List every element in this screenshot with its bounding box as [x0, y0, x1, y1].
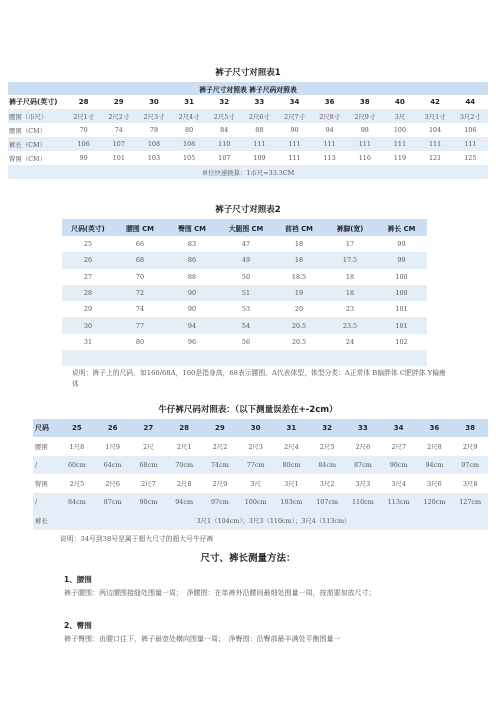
- table1-header-cell: 裤子尺码(英寸): [8, 95, 66, 109]
- table2-cell: 100: [376, 285, 427, 301]
- table3-cell: 103cm: [274, 493, 310, 512]
- table2-cell: 47: [218, 236, 274, 252]
- waist-heading: 1、腰围: [64, 575, 92, 584]
- table2-cell: 30: [62, 317, 114, 333]
- table2-cell: 51: [218, 285, 274, 301]
- table3-cell: 2尺7: [381, 437, 417, 456]
- table-row: [33, 474, 488, 493]
- table-row: [62, 252, 427, 268]
- table3-cell: 74cm: [202, 456, 238, 475]
- table3-cell: 94cm: [166, 493, 202, 512]
- table3-cell: 2尺5: [59, 474, 95, 493]
- table1-cell: 110: [207, 137, 242, 151]
- table2-cell: 18: [274, 252, 324, 268]
- table2-cell: 23: [324, 301, 376, 317]
- table2-cell: 86: [166, 252, 218, 268]
- table2-cell: 90: [166, 301, 218, 317]
- table3-header-cell: 33: [345, 419, 381, 437]
- table3-cell: 1尺8: [59, 437, 95, 456]
- table3-cell: 2尺6: [345, 437, 381, 456]
- table1-cell: 104: [418, 123, 453, 137]
- table3-cell: 60cm: [59, 456, 95, 475]
- table3-cell: /: [33, 456, 59, 475]
- table3-cell: 90cm: [381, 456, 417, 475]
- table2-cell: 31: [62, 334, 114, 350]
- table3-cell: 84cm: [59, 493, 95, 512]
- table2-header-cell: 大腿围 CM: [218, 219, 274, 236]
- table3-cell: 3尺4: [381, 474, 417, 493]
- table1-cell: 113: [312, 151, 347, 165]
- table-row: [62, 301, 427, 317]
- table1-header-cell: 40: [382, 95, 417, 109]
- jeans-size-table: [33, 419, 488, 530]
- table1-footer-row: [8, 165, 488, 179]
- table2-cell: 17: [324, 236, 376, 252]
- table1-header-cell: 42: [418, 95, 453, 109]
- table1-cell: 2尺8寸: [312, 109, 347, 123]
- table3-cell: /: [33, 493, 59, 512]
- table1-cell: 111: [418, 137, 453, 151]
- table1-cell: 111: [312, 137, 347, 151]
- table-row: [8, 137, 488, 151]
- table1-footer: 单位快速换算：1市尺=33.3CM: [8, 165, 488, 179]
- table1-caption-row: [8, 82, 488, 95]
- table1-cell: 80: [172, 123, 207, 137]
- table3-cell: 2尺9: [452, 437, 488, 456]
- table3-cell: 87cm: [95, 493, 131, 512]
- waist-text: 裤子腰围：两边腰围接缝处围量一周； 净腰围：在单裤外沿腰间最细处围量一周，按需要加放尺寸；: [64, 589, 376, 597]
- table2-cell: 18.5: [274, 269, 324, 285]
- table1-header-cell: 44: [453, 95, 488, 109]
- size-table-2: [62, 219, 427, 366]
- table3-header-cell: 尺码: [33, 419, 59, 437]
- table3-cell: 1尺9: [95, 437, 131, 456]
- table1-header-cell: 38: [347, 95, 382, 109]
- table2-cell: 74: [114, 301, 166, 317]
- table1-cell: 腰围（市尺）: [8, 109, 66, 123]
- table1-header-cell: 28: [66, 95, 101, 109]
- table2-cell: 25: [62, 236, 114, 252]
- table3-cell: 87cm: [345, 456, 381, 475]
- table3-title: 牛仔裤尺码对照表：（以下测量误差在+-2cm）: [158, 405, 338, 415]
- table1-cell: 2尺2寸: [101, 109, 136, 123]
- table3-cell: 97cm: [202, 493, 238, 512]
- measure-title: 尺寸、裤长测量方法：: [200, 553, 296, 564]
- table-row: [62, 317, 427, 333]
- table1-cell: 裤长（CM）: [8, 137, 66, 151]
- table2-cell: 90: [166, 285, 218, 301]
- table3-cell: 94cm: [417, 456, 453, 475]
- table1-cell: 105: [172, 151, 207, 165]
- table2-cell: 80: [114, 334, 166, 350]
- table3-cell: 70cm: [166, 456, 202, 475]
- table1-cell: 107: [207, 151, 242, 165]
- table1-cell: 88: [242, 123, 277, 137]
- table3-cell: 2尺8: [417, 437, 453, 456]
- table1-header-row: [8, 95, 488, 109]
- table1-cell: 106: [453, 123, 488, 137]
- table3-cell: 77cm: [238, 456, 274, 475]
- table2-cell: 18: [324, 285, 376, 301]
- table3-cell: 100cm: [238, 493, 274, 512]
- table3-note: 说明：34号到38号是属于超大尺寸的超大号牛仔裤: [60, 535, 214, 543]
- table2-cell: 102: [376, 334, 427, 350]
- table1-cell: 106: [66, 137, 101, 151]
- table3-cell: 127cm: [452, 493, 488, 512]
- table2-cell: 18: [324, 269, 376, 285]
- table3-cell: 3尺: [238, 474, 274, 493]
- table3-cell: 2尺5: [309, 437, 345, 456]
- table1-cell: 111: [453, 137, 488, 151]
- table-row: [62, 334, 427, 350]
- table1-cell: 111: [277, 137, 312, 151]
- table3-cell: 84cm: [309, 456, 345, 475]
- table3-cell: 90cm: [131, 493, 167, 512]
- table2-cell: 26: [62, 252, 114, 268]
- table3-cell: 2尺3: [238, 437, 274, 456]
- table1-cell: 84: [207, 123, 242, 137]
- table3-cell: 64cm: [95, 456, 131, 475]
- table3-cell: 3尺6: [417, 474, 453, 493]
- table3-cell: 110cm: [345, 493, 381, 512]
- table2-cell: 17.5: [324, 252, 376, 268]
- table3-cell: 68cm: [131, 456, 167, 475]
- table2-title: 裤子尺寸对照表2: [215, 205, 281, 215]
- table3-cell: 2尺2: [202, 437, 238, 456]
- table1-cell: 2尺6寸: [242, 109, 277, 123]
- table2-cell: 24: [324, 334, 376, 350]
- table3-header-cell: 29: [202, 419, 238, 437]
- table3-cell: 2尺8: [166, 474, 202, 493]
- table1-cell: 2尺5寸: [207, 109, 242, 123]
- table3-cell: 3尺2: [309, 474, 345, 493]
- table2-cell: 88: [166, 269, 218, 285]
- table3-header-row: [33, 419, 488, 437]
- table1-header-cell: 29: [101, 95, 136, 109]
- table3-cell: 2尺7: [131, 474, 167, 493]
- table3-cell: 2尺6: [95, 474, 131, 493]
- table3-cell: 113cm: [381, 493, 417, 512]
- table2-header-cell: 腰围 CM: [114, 219, 166, 236]
- table1-cell: 2尺7寸: [277, 109, 312, 123]
- table2-header-cell: 前裆 CM: [274, 219, 324, 236]
- table1-cell: 3尺2寸: [453, 109, 488, 123]
- table3-header-cell: 34: [381, 419, 417, 437]
- table3-length-value: 3尺1（104cm）；3尺3（110cm）；3尺4（113cm）: [59, 511, 488, 530]
- table1-cell: 111: [242, 137, 277, 151]
- table-row: [8, 151, 488, 165]
- table3-cell: 3尺1: [274, 474, 310, 493]
- table2-cell: 66: [114, 236, 166, 252]
- table2-blank-cell: [62, 350, 427, 366]
- table3-cell: 2尺1: [166, 437, 202, 456]
- table3-header-cell: 31: [274, 419, 310, 437]
- table1-cell: 2尺4寸: [172, 109, 207, 123]
- table1-cell: 100: [382, 123, 417, 137]
- table1-cell: 121: [418, 151, 453, 165]
- table2-cell: 18: [274, 236, 324, 252]
- table2-header-cell: 裤长 CM: [376, 219, 427, 236]
- table1-cell: 78: [136, 123, 171, 137]
- table1-header-cell: 36: [312, 95, 347, 109]
- table2-cell: 23.5: [324, 317, 376, 333]
- table1-header-cell: 34: [277, 95, 312, 109]
- table1-cell: 3尺1寸: [418, 109, 453, 123]
- size-table-1: [8, 82, 488, 179]
- table1-cell: 74: [101, 123, 136, 137]
- table-row: [33, 456, 488, 475]
- table2-header-cell: 尺码(英寸): [62, 219, 114, 236]
- table3-header-cell: 30: [238, 419, 274, 437]
- table2-note: 说明：裤子上的尺码，如160/68A，160是指身高，68表示腰围，A代表体型，体型分类：A正常体 B偏胖体 C肥胖体 Y偏瘦体: [72, 369, 446, 388]
- table1-cell: 90: [277, 123, 312, 137]
- table2-cell: 101: [376, 301, 427, 317]
- table1-cell: 3尺: [382, 109, 417, 123]
- hip-heading: 2、臀围: [64, 621, 92, 630]
- table2-cell: 72: [114, 285, 166, 301]
- table2-cell: 83: [166, 236, 218, 252]
- table1-header-cell: 33: [242, 95, 277, 109]
- table1-cell: 94: [312, 123, 347, 137]
- table1-title: 裤子尺寸对照表1: [215, 68, 281, 78]
- hip-text: 裤子臀围：由腰口往下，裤子最宽处横向围量一周； 净臀围：沿臀部最丰满处平衡围量一: [64, 635, 341, 643]
- table3-header-cell: 28: [166, 419, 202, 437]
- table2-cell: 20.5: [274, 334, 324, 350]
- table2-cell: 28: [62, 285, 114, 301]
- table1-cell: 119: [382, 151, 417, 165]
- table3-cell: 2尺9: [202, 474, 238, 493]
- table2-cell: 56: [218, 334, 274, 350]
- table2-cell: 53: [218, 301, 274, 317]
- table2-cell: 99: [376, 236, 427, 252]
- table2-cell: 19: [274, 285, 324, 301]
- table1-cell: 101: [101, 151, 136, 165]
- table-row: [62, 269, 427, 285]
- table1-cell: 109: [242, 151, 277, 165]
- table-row: [62, 285, 427, 301]
- table1-cell: 2尺1寸: [66, 109, 101, 123]
- table-row: [33, 437, 488, 456]
- table1-cell: 111: [277, 151, 312, 165]
- table3-header-cell: 38: [452, 419, 488, 437]
- table1-cell: 腰围（CM）: [8, 123, 66, 137]
- table1-cell: 臀围（CM）: [8, 151, 66, 165]
- table1-cell: 98: [347, 123, 382, 137]
- table2-header-cell: 裤脚(宽): [324, 219, 376, 236]
- table1-cell: 103: [136, 151, 171, 165]
- table2-cell: 50: [218, 269, 274, 285]
- table3-cell: 120cm: [417, 493, 453, 512]
- table2-cell: 77: [114, 317, 166, 333]
- table3-header-cell: 36: [417, 419, 453, 437]
- table-row: [8, 109, 488, 123]
- table3-cell: 2尺: [131, 437, 167, 456]
- table1-cell: 111: [347, 137, 382, 151]
- table1-cell: 107: [101, 137, 136, 151]
- table3-cell: 臀围: [33, 474, 59, 493]
- table3-cell: 2尺4: [274, 437, 310, 456]
- table1-cell: 108: [136, 137, 171, 151]
- table1-cell: 125: [453, 151, 488, 165]
- table3-header-cell: 26: [95, 419, 131, 437]
- table3-cell: 107cm: [309, 493, 345, 512]
- table3-cell: 97cm: [452, 456, 488, 475]
- table3-cell: 腰围: [33, 437, 59, 456]
- table3-header-cell: 25: [59, 419, 95, 437]
- table1-cell: 116: [347, 151, 382, 165]
- table2-cell: 96: [166, 334, 218, 350]
- table2-cell: 94: [166, 317, 218, 333]
- table1-cell: 70: [66, 123, 101, 137]
- table-row: [62, 236, 427, 252]
- table2-cell: 68: [114, 252, 166, 268]
- table2-cell: 100: [376, 269, 427, 285]
- table1-cell: 2尺9寸: [347, 109, 382, 123]
- table1-cell: 99: [66, 151, 101, 165]
- table2-cell: 27: [62, 269, 114, 285]
- table1-header-cell: 32: [207, 95, 242, 109]
- table2-cell: 99: [376, 252, 427, 268]
- table3-length-label: 裤长: [33, 511, 59, 530]
- table2-cell: 49: [218, 252, 274, 268]
- table-row: [8, 123, 488, 137]
- table3-header-cell: 27: [131, 419, 167, 437]
- table1-cell: 111: [382, 137, 417, 151]
- table2-header-cell: 臀围 CM: [166, 219, 218, 236]
- table1-header-cell: 30: [136, 95, 171, 109]
- table2-cell: 70: [114, 269, 166, 285]
- table2-blank-row: [62, 350, 427, 366]
- table2-cell: 29: [62, 301, 114, 317]
- table1-cell: 108: [172, 137, 207, 151]
- table2-cell: 54: [218, 317, 274, 333]
- table2-cell: 20: [274, 301, 324, 317]
- table3-header-cell: 32: [309, 419, 345, 437]
- table1-caption: 裤子尺寸对照表 裤子尺码对照表: [8, 82, 488, 95]
- table2-cell: 101: [376, 317, 427, 333]
- table3-cell: 80cm: [274, 456, 310, 475]
- table1-header-cell: 31: [172, 95, 207, 109]
- table3-length-row: [33, 511, 488, 530]
- table1-cell: 2尺3寸: [136, 109, 171, 123]
- table-row: [33, 493, 488, 512]
- table2-cell: 20.5: [274, 317, 324, 333]
- table2-header-row: [62, 219, 427, 236]
- table3-cell: 3尺8: [452, 474, 488, 493]
- table3-cell: 3尺3: [345, 474, 381, 493]
